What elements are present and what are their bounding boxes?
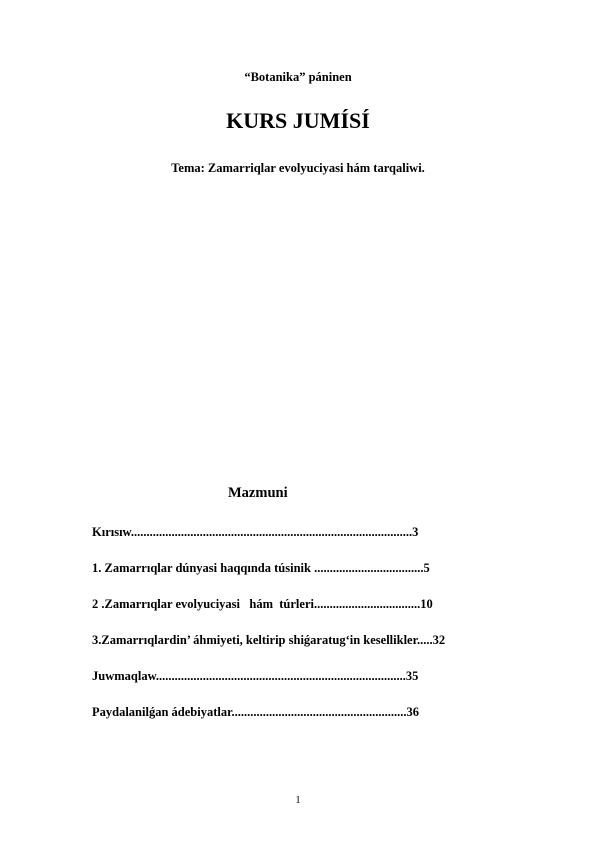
table-of-contents bbox=[92, 525, 445, 741]
toc-heading: Mazmuni bbox=[228, 485, 288, 501]
page-number: 1 bbox=[295, 795, 301, 806]
subject-line: “Botanika” páninen bbox=[244, 70, 352, 84]
toc-item: 1. Zamarrıqlar dúnyasi haqqında túsinik ...................................5 bbox=[92, 561, 430, 575]
toc-item: 2 .Zamarrıqlar evolyuciyasi hám túrleri..................................10 bbox=[92, 597, 433, 611]
toc-item: 3.Zamarrıqlardin’ áhmiyeti, keltirip shiǵaratug‘in kesellikler.....32 bbox=[92, 633, 446, 647]
document-title: KURS JUMÍSÍ bbox=[226, 108, 370, 133]
toc-item: Juwmaqlaw................................................................................35 bbox=[92, 669, 419, 683]
toc-item: Kırısıw..........................................................................................3 bbox=[92, 525, 419, 539]
toc-item: Paydalanilǵan ádebiyatlar........................................................36 bbox=[92, 705, 419, 719]
topic-line: Tema: Zamarriqlar evolyuciyasi hám tarqaliwi. bbox=[171, 161, 425, 175]
